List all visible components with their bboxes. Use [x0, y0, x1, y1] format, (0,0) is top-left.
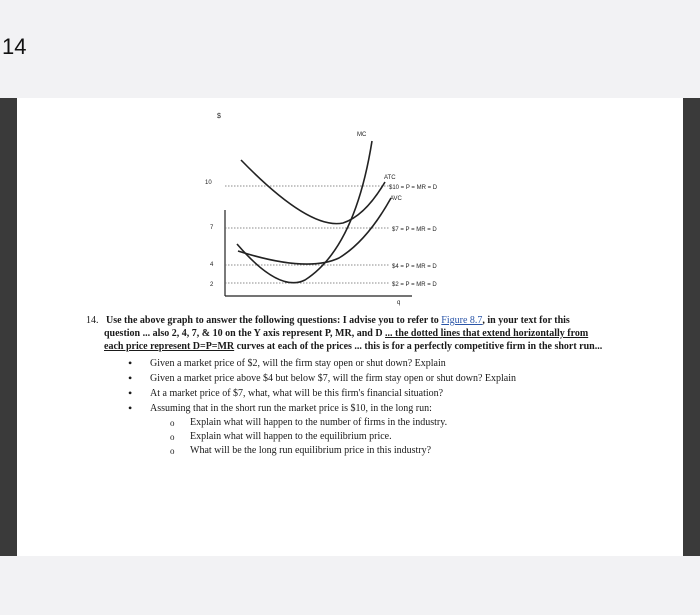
sub-bullets	[150, 416, 606, 458]
question-number: 14.	[86, 315, 99, 326]
avc-label: AVC	[390, 196, 402, 202]
y-tick-2: 2	[210, 282, 214, 288]
y-tick-4: 4	[210, 262, 214, 268]
question-intro: Use the above graph to answer the following questions:	[106, 315, 343, 326]
page-number: 14	[2, 34, 27, 59]
right-frame-bar	[683, 98, 700, 556]
price-label-2: $2 = P = MR = D	[392, 282, 437, 288]
atc-curve	[241, 160, 385, 224]
question-underlined: ... the dotted lines that extend horizontally from each price represent D=P=MR	[104, 328, 589, 352]
left-frame-bar	[0, 98, 17, 556]
y-tick-10: 10	[205, 180, 212, 186]
bullet-item-long-run	[150, 401, 606, 458]
bullet-item-text: Assuming that in the short run the market price is $10, in the long run:	[150, 403, 432, 414]
figure-link[interactable]: Figure 8.7	[441, 315, 483, 326]
price-label-10: $10 = P = MR = D	[389, 185, 438, 191]
question-text	[86, 314, 606, 353]
sub-bullet-item: o What will be the long run equilibrium price in this industry?	[190, 444, 606, 458]
cost-curves-graph	[17, 98, 683, 313]
bullet-item: • Given a market price above $4 but below $7, will the firm stay open or shut down? Explain	[150, 371, 606, 386]
y-axis-symbol: $	[217, 113, 221, 120]
mc-label: MC	[357, 132, 367, 138]
price-label-7: $7 = P = MR = D	[392, 227, 437, 233]
question-advise: I advise you to refer to	[342, 315, 442, 326]
question-bullets	[86, 356, 606, 458]
question-part2: , in your text for this question ... also 2, 4, 7, & 10 on the Y axis represent P, MR, and D	[104, 315, 570, 339]
price-label-4: $4 = P = MR = D	[392, 264, 437, 270]
x-axis-label: q	[397, 300, 401, 306]
sub-bullet-item: o Explain what will happen to the number of firms in the industry.	[190, 416, 606, 430]
question-part3: curves at each of the prices ... this is for a perfectly competitive firm in the short run...	[234, 341, 603, 352]
bullet-item: • Given a market price of $2, will the firm stay open or shut down? Explain	[150, 356, 606, 371]
y-tick-7: 7	[210, 225, 214, 231]
bullet-item: • At a market price of $7, what, what will be this firm's financial situation?	[150, 386, 606, 401]
avc-curve	[238, 198, 391, 264]
sub-bullet-item: o Explain what will happen to the equilibrium price.	[190, 430, 606, 444]
question-14	[86, 314, 606, 458]
mc-curve	[237, 141, 372, 283]
atc-label: ATC	[384, 175, 396, 181]
